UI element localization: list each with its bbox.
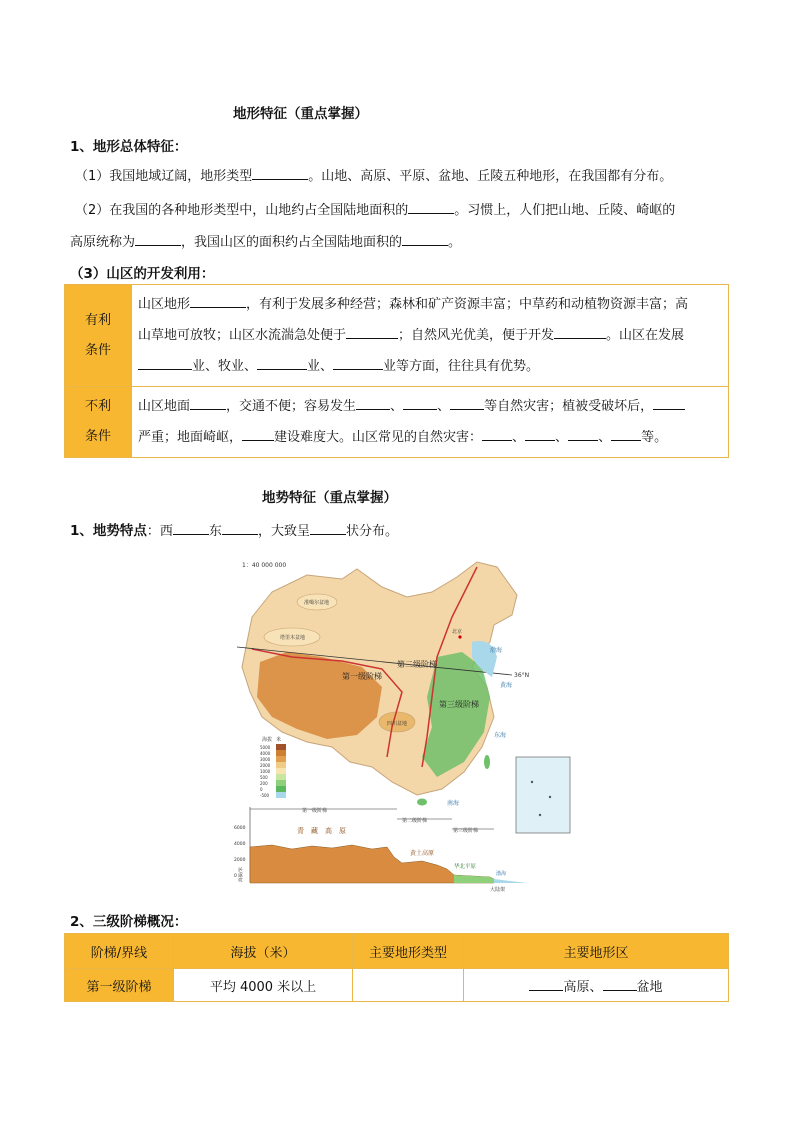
blank[interactable] — [482, 428, 512, 441]
legend-swatch — [276, 756, 286, 762]
beijing-marker — [458, 635, 461, 638]
favorable-label-1: 有利 — [84, 312, 111, 328]
p3-text-b: ，我国山区的面积约占全国陆地面积的 — [181, 235, 403, 250]
unf-l1b: ，交通不便；容易发生 — [226, 399, 357, 414]
unf-l2b: 建设难度大。山区常见的自然灾害： — [274, 430, 483, 445]
blank[interactable] — [190, 397, 226, 410]
legend-swatch — [276, 762, 286, 768]
section-title-elevation: 地势特征（重点掌握） — [262, 490, 397, 506]
unfavorable-label-1: 不利 — [84, 399, 111, 414]
sea-south: 南海 — [447, 800, 460, 807]
blank[interactable] — [333, 357, 383, 370]
unfavorable-text — [132, 387, 729, 458]
unf-l2d: 、 — [555, 430, 569, 445]
favorable-text — [132, 285, 729, 387]
unfavorable-row — [65, 387, 729, 458]
profile-axis-label: 海拔/米 — [239, 866, 244, 882]
fav-l1a: 山区地形 — [138, 297, 191, 312]
unfavorable-label — [65, 387, 132, 458]
profile-plain-label: 华北平原 — [454, 864, 477, 870]
hainan-island — [417, 799, 427, 806]
blank[interactable] — [252, 167, 308, 180]
heading-three-steps: 2、三级阶梯概况： — [70, 914, 188, 930]
unf-l2c: 、 — [512, 430, 526, 445]
blank[interactable] — [257, 357, 307, 370]
blank[interactable] — [568, 428, 598, 441]
p2-text-b: 。习惯上，人们把山地、丘陵、崎岖的 — [454, 203, 676, 218]
p3-text-c: 。 — [448, 235, 462, 250]
junggar-label: 准噶尔盆地 — [304, 600, 330, 606]
blank[interactable] — [138, 357, 192, 370]
legend-value: 4000 — [260, 751, 271, 756]
mountain-conditions-table — [64, 284, 729, 458]
map-step3-label: 第三级阶梯 — [439, 700, 479, 709]
section-title-terrain: 地形特征（重点掌握） — [233, 106, 368, 122]
legend-swatch — [276, 774, 286, 780]
sichuan-label: 四川盆地 — [387, 721, 408, 727]
unf-l2a: 严重；地面崎岖， — [138, 430, 243, 445]
profile-tick: 4000 — [234, 842, 246, 847]
p1-text-a: （1）我国地域辽阔，地形类型 — [75, 169, 253, 184]
south-china-sea-inset — [516, 757, 570, 833]
sea-yellow: 黄海 — [500, 682, 513, 689]
paragraph-3 — [70, 231, 461, 250]
blank[interactable] — [403, 397, 437, 410]
unfavorable-label-2: 条件 — [84, 429, 111, 444]
tarim-label: 塔里木盆地 — [280, 635, 306, 641]
favorable-row — [65, 285, 729, 387]
blank[interactable] — [408, 201, 454, 214]
fav-l3b: 业、 — [307, 359, 334, 374]
blank[interactable] — [529, 978, 563, 991]
blank[interactable] — [525, 428, 555, 441]
beijing-label: 北京 — [452, 629, 463, 635]
terrain-profile — [234, 807, 527, 893]
legend-value: 1000 — [260, 769, 271, 774]
legend-value: 5000 — [260, 745, 271, 750]
island-dot — [539, 814, 541, 816]
legend-value: 500 — [260, 775, 268, 780]
legend-title: 海拔 — [262, 737, 273, 743]
unf-l1d: 、 — [437, 399, 451, 414]
profile-loess-label: 黄土高原 — [410, 850, 435, 857]
step1-cell: 第一级阶梯 — [65, 969, 174, 1002]
lat-label: 36°N — [514, 672, 530, 679]
favorable-label-2: 条件 — [84, 342, 111, 358]
blank[interactable] — [356, 397, 390, 410]
step1-elevation: 平均 4000 米以上 — [174, 969, 353, 1002]
heading-mountain-development: （3）山区的开发利用： — [70, 266, 215, 282]
blank[interactable] — [135, 233, 181, 246]
elev-text-b: ：西 — [146, 524, 173, 539]
header-terrain-region: 主要地形区 — [464, 934, 729, 969]
legend-swatch — [276, 768, 286, 774]
china-terrain-map-figure — [232, 557, 577, 894]
elev-text-c: 东 — [208, 524, 222, 539]
legend-value: 200 — [260, 781, 268, 786]
profile-shelf-label: 大陆架 — [490, 887, 506, 893]
elevation-legend — [260, 736, 286, 798]
china-terrain-map — [232, 557, 577, 894]
legend-swatch — [276, 750, 286, 756]
profile-tick: 6000 — [234, 826, 246, 831]
p3-text-a: 高原统称为 — [70, 235, 136, 250]
sea-east: 东海 — [494, 732, 507, 739]
island-dot — [531, 781, 533, 783]
fav-l2c: 。山区在发展 — [606, 328, 685, 343]
unf-l1c: 、 — [390, 399, 404, 414]
profile-step1: 第一级阶梯 — [302, 808, 328, 814]
blank[interactable] — [603, 978, 637, 991]
legend-value: -500 — [260, 793, 270, 798]
profile-sea — [494, 879, 527, 883]
legend-swatch — [276, 792, 286, 798]
step1-terrain-region — [464, 969, 729, 1002]
unf-l1a: 山区地面 — [138, 399, 191, 414]
header-step: 阶梯/界线 — [65, 934, 174, 969]
map-scale: 1：40 000 000 — [242, 562, 287, 569]
legend-swatch — [276, 780, 286, 786]
fav-l1b: ，有利于发展多种经营；森林和矿产资源丰富；中草药和动植物资源丰富；高 — [246, 297, 689, 312]
legend-value: 2000 — [260, 763, 271, 768]
fav-l3c: 业等方面，往往具有优势。 — [383, 359, 540, 374]
sea-bohai: 渤海 — [490, 647, 503, 654]
blank[interactable] — [242, 428, 274, 441]
table-row — [65, 969, 729, 1002]
blank[interactable] — [450, 397, 484, 410]
blank[interactable] — [611, 428, 641, 441]
blank[interactable] — [190, 295, 246, 308]
p1-text-b: 。山地、高原、平原、盆地、丘陵五种地形，在我国都有分布。 — [308, 169, 673, 184]
taiwan-island — [484, 755, 490, 769]
step1-terrain-type — [353, 969, 464, 1002]
fav-l2b: ；自然风光优美，便于开发 — [398, 328, 555, 343]
three-steps-table — [64, 933, 729, 1002]
elevation-heading: 1、地势特点 — [70, 523, 147, 539]
elev-text-d: ，大致呈 — [257, 524, 310, 539]
blank[interactable] — [222, 522, 258, 535]
blank[interactable] — [402, 233, 448, 246]
header-terrain-type: 主要地形类型 — [353, 934, 464, 969]
profile-step3: 第三级阶梯 — [453, 828, 479, 834]
profile-plateau-label: 青 藏 高 原 — [297, 827, 346, 835]
unf-l1e: 等自然灾害；植被受破坏后， — [484, 399, 654, 414]
profile-tick: 0 — [234, 874, 237, 879]
elevation-feature-line — [70, 519, 398, 539]
paragraph-2 — [75, 199, 675, 218]
steps-header-row — [65, 934, 729, 969]
profile-plain — [454, 875, 494, 883]
island-dot — [549, 796, 551, 798]
legend-swatch — [276, 786, 286, 792]
blank[interactable] — [653, 397, 685, 410]
map-step1-label: 第一级阶梯 — [342, 672, 382, 681]
p2-text-a: （2）在我国的各种地形类型中，山地约占全国陆地面积的 — [75, 203, 409, 218]
heading-overall-features: 1、地形总体特征： — [70, 139, 188, 155]
blank[interactable] — [173, 522, 209, 535]
profile-sea-label: 渤海 — [496, 871, 507, 877]
header-elevation: 海拔（米） — [174, 934, 353, 969]
region-text-a: 高原、 — [563, 979, 603, 995]
favorable-label — [65, 285, 132, 387]
map-step2-label: 第二级阶梯 — [397, 660, 437, 669]
unf-l2e: 、 — [598, 430, 612, 445]
fav-l2a: 山草地可放牧；山区水流湍急处便于 — [138, 328, 347, 343]
profile-step2: 第二级阶梯 — [402, 818, 428, 824]
paragraph-1 — [75, 165, 672, 184]
legend-value: 3000 — [260, 757, 271, 762]
legend-value: 0 — [260, 787, 263, 792]
fav-l3a: 业、牧业、 — [192, 359, 258, 374]
elev-text-e: 状分布。 — [345, 524, 398, 539]
profile-tick: 2000 — [234, 858, 246, 863]
unf-l2f: 等。 — [641, 430, 668, 445]
legend-unit: 米 — [276, 737, 282, 743]
blank[interactable] — [310, 522, 346, 535]
legend-swatch — [276, 744, 286, 750]
region-text-b: 盆地 — [636, 979, 663, 995]
blank[interactable] — [346, 326, 398, 339]
blank[interactable] — [554, 326, 606, 339]
